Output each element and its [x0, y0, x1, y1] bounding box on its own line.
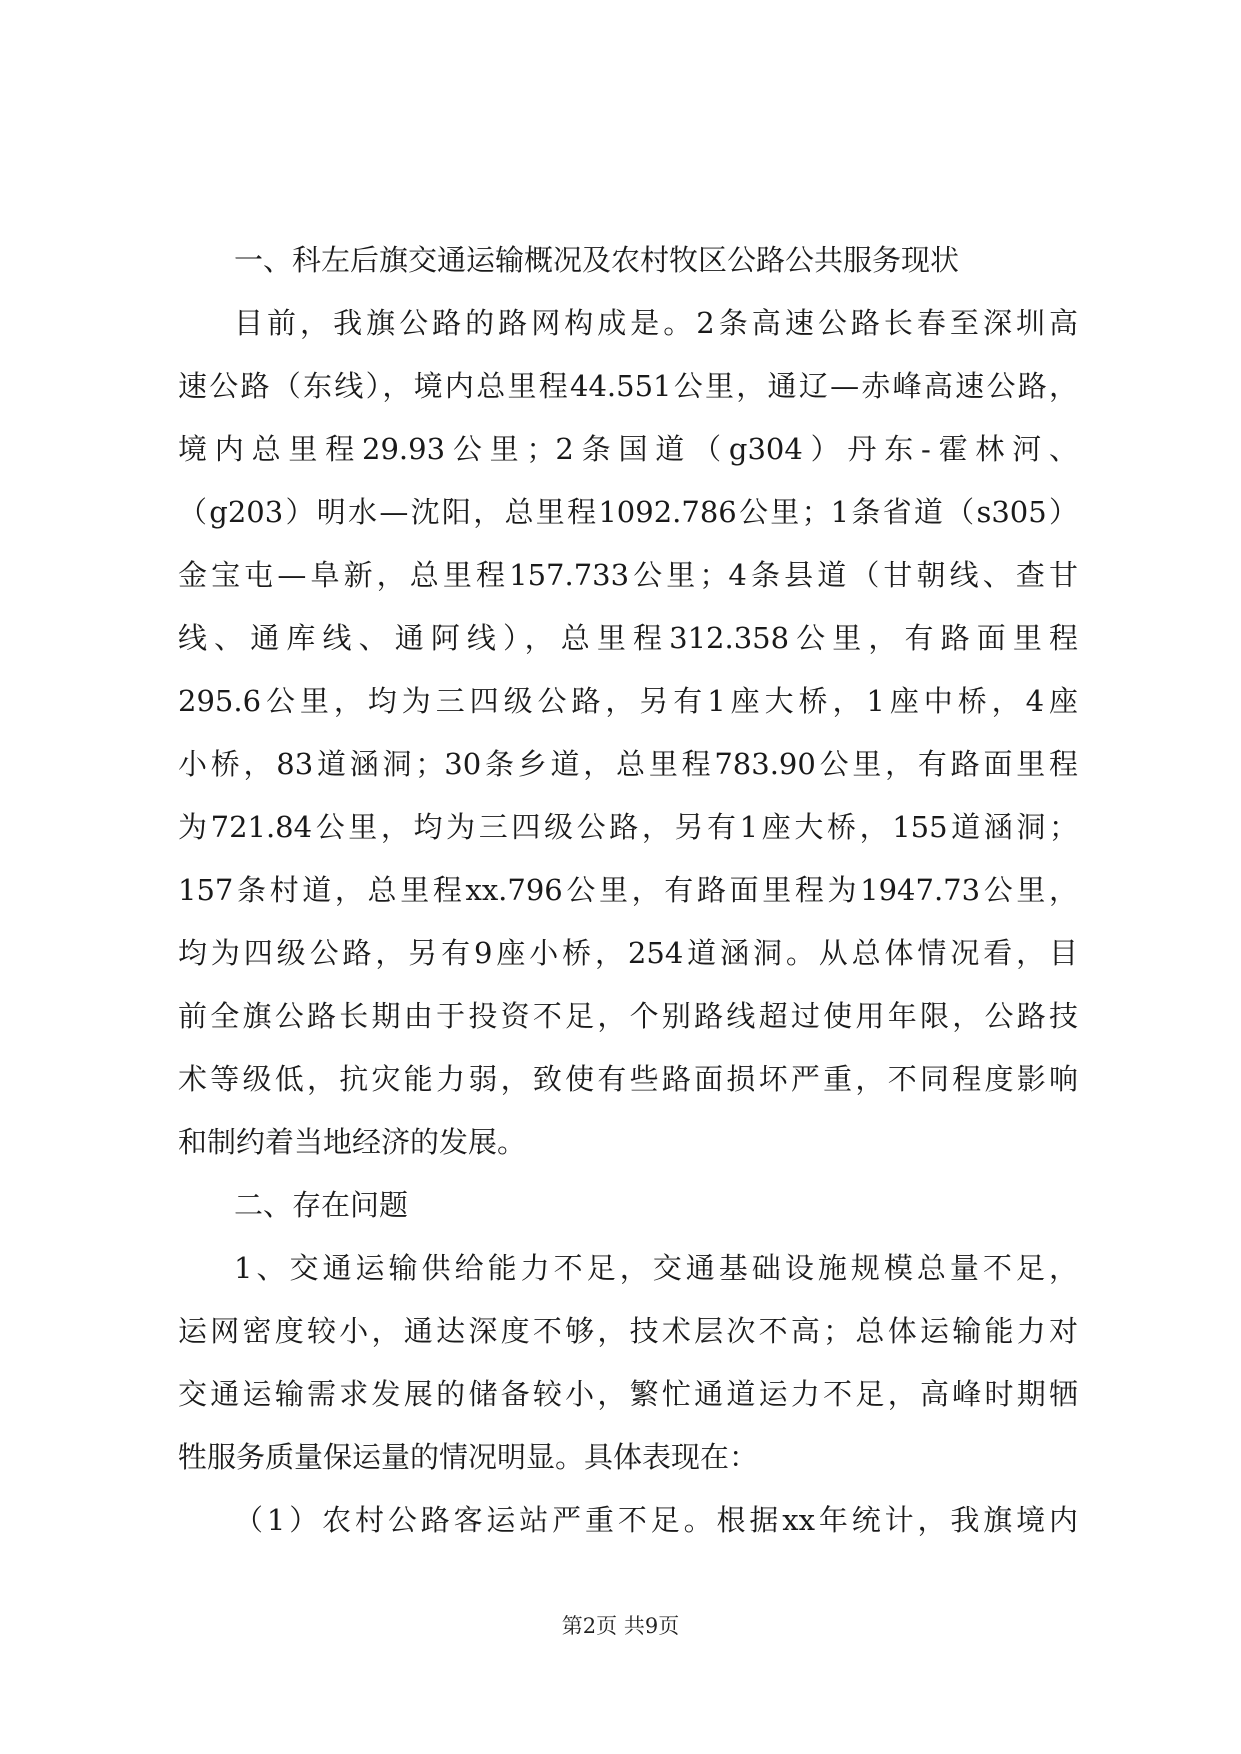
paragraph-line: 境内总里程29.93公里；2条国道（g304）丹东-霍林河、: [178, 432, 1078, 466]
paragraph-line: 牲服务质量保运量的情况明显。具体表现在：: [178, 1440, 759, 1474]
paragraph-line: 运网密度较小，通达深度不够，技术层次不高；总体运输能力对: [178, 1314, 1078, 1348]
document-body: [178, 229, 1078, 1552]
paragraph-line: （1）农村公路客运站严重不足。根据xx年统计，我旗境内: [234, 1503, 1078, 1537]
paragraph-line: 前全旗公路长期由于投资不足，个别路线超过使用年限，公路技: [178, 999, 1078, 1033]
paragraph-line: 295.6公里，均为三四级公路，另有1座大桥，1座中桥，4座: [178, 684, 1078, 718]
paragraph-line: 速公路（东线），境内总里程44.551公里，通辽—赤峰高速公路，: [178, 369, 1078, 403]
page-number-footer: 第2页 共9页: [561, 1614, 680, 1638]
paragraph-line: 和制约着当地经济的发展。: [178, 1125, 527, 1159]
paragraph-line: 157条村道，总里程xx.796公里，有路面里程为1947.73公里，: [178, 873, 1078, 907]
paragraph-line: 线、通库线、通阿线），总里程312.358公里，有路面里程: [178, 621, 1078, 655]
paragraph-line: 为721.84公里，均为三四级公路，另有1座大桥，155道涵洞；: [178, 810, 1078, 844]
paragraph-line: 术等级低，抗灾能力弱，致使有些路面损坏严重，不同程度影响: [178, 1062, 1078, 1096]
section-heading-2: 二、存在问题: [234, 1188, 409, 1222]
paragraph-line: 交通运输需求发展的储备较小，繁忙通道运力不足，高峰时期牺: [178, 1377, 1078, 1411]
section-heading-1: 一、科左后旗交通运输概况及农村牧区公路公共服务现状: [234, 243, 960, 277]
paragraph-line: 目前，我旗公路的路网构成是。2条高速公路长春至深圳高: [234, 306, 1078, 340]
paragraph-line: （g203）明水—沈阳，总里程1092.786公里；1条省道（s305）: [178, 495, 1078, 529]
paragraph-line: 均为四级公路，另有9座小桥，254道涵洞。从总体情况看，目: [178, 936, 1078, 970]
paragraph-line: 小桥，83道涵洞；30条乡道，总里程783.90公里，有路面里程: [178, 747, 1078, 781]
paragraph-line: 1、交通运输供给能力不足，交通基础设施规模总量不足，: [234, 1251, 1078, 1285]
paragraph-line: 金宝屯—阜新，总里程157.733公里；4条县道（甘朝线、查甘: [178, 558, 1078, 592]
